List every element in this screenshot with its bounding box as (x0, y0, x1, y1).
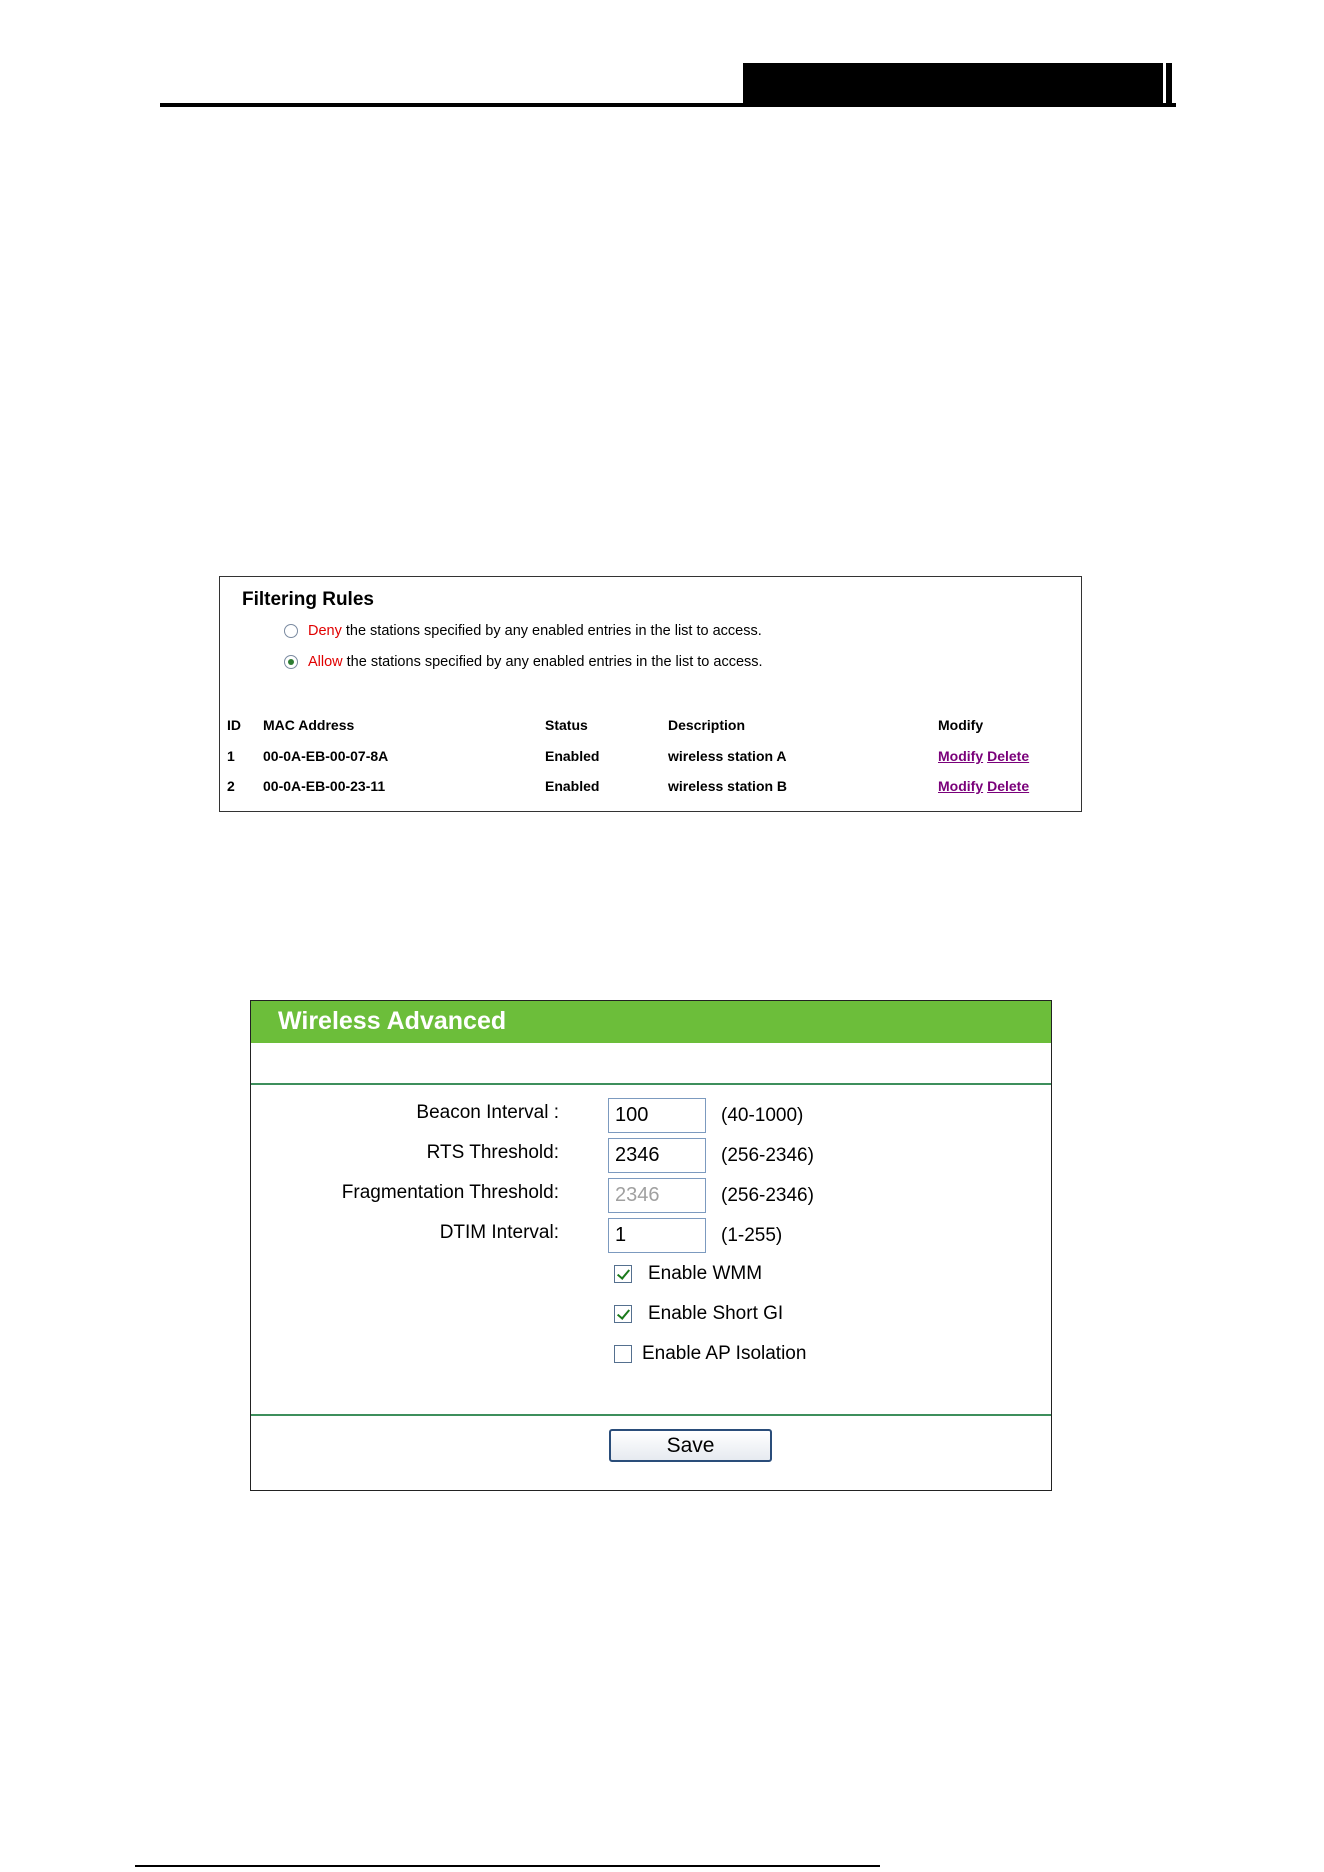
column-header-id: ID (227, 717, 241, 733)
fragmentation-threshold-input (608, 1178, 706, 1213)
row-actions (938, 748, 1033, 764)
allow-option[interactable] (284, 654, 763, 670)
deny-radio[interactable] (284, 624, 298, 638)
row-description: wireless station A (668, 748, 787, 764)
enable-short-gi-option[interactable] (614, 1303, 783, 1325)
row-status: Enabled (545, 778, 600, 794)
deny-text: the stations specified by any enabled entries in the list to access. (345, 623, 762, 639)
enable-wmm-label: Enable WMM (648, 1263, 763, 1284)
column-header-mac: MAC Address (263, 717, 355, 733)
filtering-rules-title: Filtering Rules (242, 589, 374, 610)
allow-keyword: Allow (308, 654, 343, 670)
table-header-row (220, 717, 1081, 741)
delete-link[interactable]: Delete (987, 748, 1030, 764)
rts-threshold-label: RTS Threshold: (426, 1142, 559, 1163)
modify-link[interactable]: Modify (938, 778, 984, 794)
column-header-description: Description (668, 717, 746, 733)
wireless-advanced-header (251, 1001, 1051, 1043)
rts-threshold-input[interactable] (608, 1138, 706, 1173)
filtering-rules-panel (219, 576, 1082, 812)
delete-link[interactable]: Delete (987, 778, 1030, 794)
deny-keyword: Deny (308, 623, 342, 639)
fragmentation-threshold-label: Fragmentation Threshold: (341, 1182, 559, 1203)
fragmentation-threshold-range: (256-2346) (721, 1185, 814, 1206)
allow-radio[interactable] (284, 655, 298, 669)
enable-short-gi-checkbox[interactable] (614, 1305, 632, 1323)
deny-option[interactable] (284, 623, 762, 639)
row-id: 1 (227, 748, 235, 764)
allow-text: the stations specified by any enabled entries in the list to access. (346, 654, 763, 670)
enable-wmm-checkbox[interactable] (614, 1265, 632, 1283)
dtim-interval-range: (1-255) (721, 1225, 783, 1246)
enable-ap-isolation-checkbox[interactable] (614, 1345, 632, 1363)
enable-short-gi-label: Enable Short GI (648, 1303, 784, 1324)
enable-ap-isolation-option[interactable] (614, 1343, 806, 1365)
row-description: wireless station B (668, 778, 788, 794)
row-id: 2 (227, 778, 235, 794)
row-status: Enabled (545, 748, 600, 764)
wireless-advanced-panel (250, 1000, 1052, 1491)
table-row (220, 748, 1081, 772)
dtim-interval-label: DTIM Interval: (439, 1222, 559, 1243)
save-button[interactable]: Save (609, 1429, 772, 1462)
row-mac: 00-0A-EB-00-23-11 (263, 778, 386, 794)
page-header-block-edge (1166, 63, 1172, 105)
rts-threshold-range: (256-2346) (721, 1145, 814, 1166)
column-header-modify: Modify (938, 717, 984, 733)
beacon-interval-range: (40-1000) (721, 1105, 804, 1126)
column-header-status: Status (545, 717, 588, 733)
row-actions (938, 778, 1033, 794)
enable-wmm-option[interactable] (614, 1263, 762, 1285)
modify-link[interactable]: Modify (938, 748, 984, 764)
enable-ap-isolation-label: Enable AP Isolation (642, 1343, 807, 1364)
beacon-interval-input[interactable] (608, 1098, 706, 1133)
beacon-interval-label: Beacon Interval : (416, 1102, 559, 1123)
page-footer-rule (135, 1865, 880, 1867)
row-mac: 00-0A-EB-00-07-8A (263, 748, 389, 764)
page-header-block (743, 63, 1163, 105)
dtim-interval-input[interactable] (608, 1218, 706, 1253)
wireless-advanced-title: Wireless Advanced (278, 1007, 507, 1035)
table-row (220, 778, 1081, 802)
section-divider (251, 1414, 1051, 1416)
section-divider (251, 1083, 1051, 1085)
page-header-rule (160, 103, 1176, 107)
